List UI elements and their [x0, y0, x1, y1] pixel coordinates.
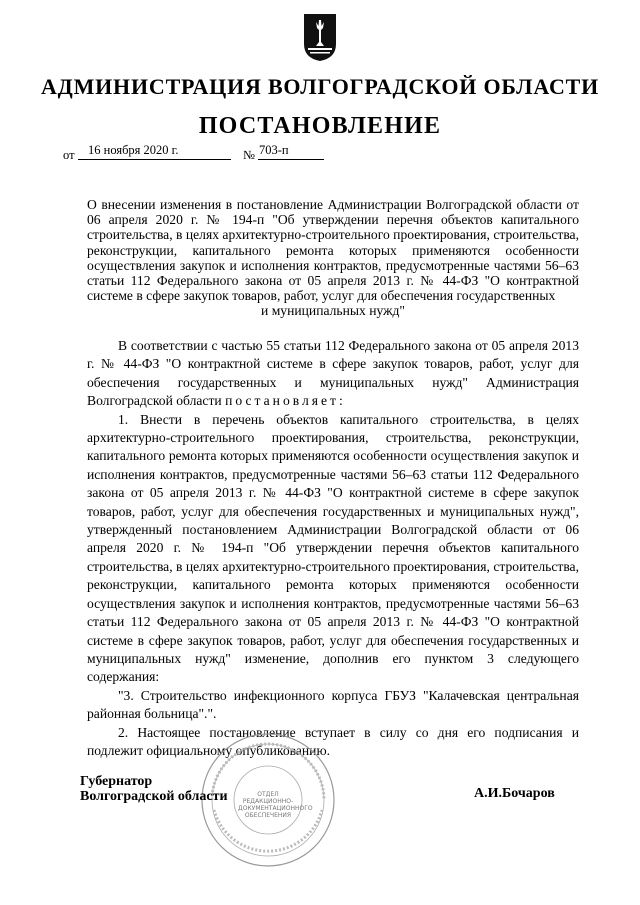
- item-1-paragraph: 1. Внести в перечень объектов капитального строительства, в целях архитектурно-строительного проектирования, строительства, реконструкции, капитального ремонта которых применяются особенности осуществления закупок и исполнения контрактов, предусмотренные частями 56–63 статьи 112 Федерального закона от 05 апреля 2013 г. № 44-ФЗ "О контрактной системе в сфере закупок товаров, работ, услуг для обеспечения государственных и муниципальных нужд", утвержденный постановлением Администрации Волгоградской области от 06 апреля 2020 г. № 194-п "Об утверждении перечня объектов капитального строительства, в целях архитектурно-строительного проектирования, строительства, реконструкции, капитального ремонта которых применяются особенности осуществления закупок и исполнения контрактов, предусмотренные частями 56–63 статьи 112 Федерального закона от 05 апреля 2013 г. № 44-ФЗ "О контрактной системе в сфере закупок товаров, работ, услуг для обеспечения государственных и муниципальных нужд" изменение, дополнив его пунктом 3 следующего содержания:: [87, 411, 579, 685]
- number-prefix: №: [243, 148, 255, 162]
- signatory-position: [80, 774, 228, 804]
- signatory-position-line-1: Губернатор: [80, 774, 153, 789]
- document-body: [87, 337, 579, 760]
- subject-text-end: и муниципальных нужд": [261, 303, 405, 319]
- stamp-line-4: ОБЕСПЕЧЕНИЯ: [244, 812, 292, 819]
- date-prefix: от: [63, 148, 75, 162]
- item-1-quote: "3. Строительство инфекционного корпуса ГБУЗ "Калачевская центральная районная больница".".: [87, 687, 579, 722]
- document-number: 703-п: [259, 143, 289, 157]
- item-2-paragraph: 2. Настоящее постановление вступает в силу со дня его подписания и подлежит официальному опубликованию.: [87, 724, 579, 758]
- number-underline: [258, 159, 324, 160]
- coat-of-arms-emblem: [302, 12, 338, 62]
- preamble-text: В соответствии с частью 55 статьи 112 Федерального закона от 05 апреля 2013 г. № 44-ФЗ "О контрактной системе в сфере закупок товаров, работ, услуг для обеспечения государственных и муниципальных нужд" Администрация Волгоградской области: [87, 338, 579, 409]
- stamp-line-3: ДОКУМЕНТАЦИОННОГО: [238, 805, 313, 812]
- signatory-position-line-2: Волгоградской области: [80, 789, 228, 804]
- organization-title: АДМИНИСТРАЦИЯ ВОЛГОГРАДСКОЙ ОБЛАСТИ: [40, 74, 600, 99]
- document-type-title: ПОСТАНОВЛЕНИЕ: [198, 113, 442, 139]
- stamp-line-2: РЕДАКЦИОННО-: [242, 798, 294, 805]
- signatory-name: А.И.Бочаров: [474, 786, 555, 801]
- date-underline: [78, 159, 231, 160]
- preamble-paragraph: [87, 337, 579, 411]
- stamp-line-1: ОТДЕЛ: [257, 791, 279, 798]
- document-date: 16 ноября 2020 г.: [88, 143, 179, 157]
- decree-word: постановляет:: [225, 393, 346, 409]
- stamp-text: [238, 791, 313, 819]
- subject-text: О внесении изменения в постановление Администрации Волгоградской области от 06 апреля 2020 г. № 194-п "Об утверждении перечня объектов капитального строительства, в целях архитектурно-строительного проектирования, строительства, реконструкции, капитального ремонта которых применяются особенности осуществления закупок и исполнения контрактов, предусмотренные частями 56–63 статьи 112 Федерального закона от 05 апреля 2013 г. № 44-ФЗ "О контрактной системе в сфере закупок товаров, работ, услуг для обеспечения государственных: [87, 197, 579, 304]
- document-subject: [87, 197, 579, 319]
